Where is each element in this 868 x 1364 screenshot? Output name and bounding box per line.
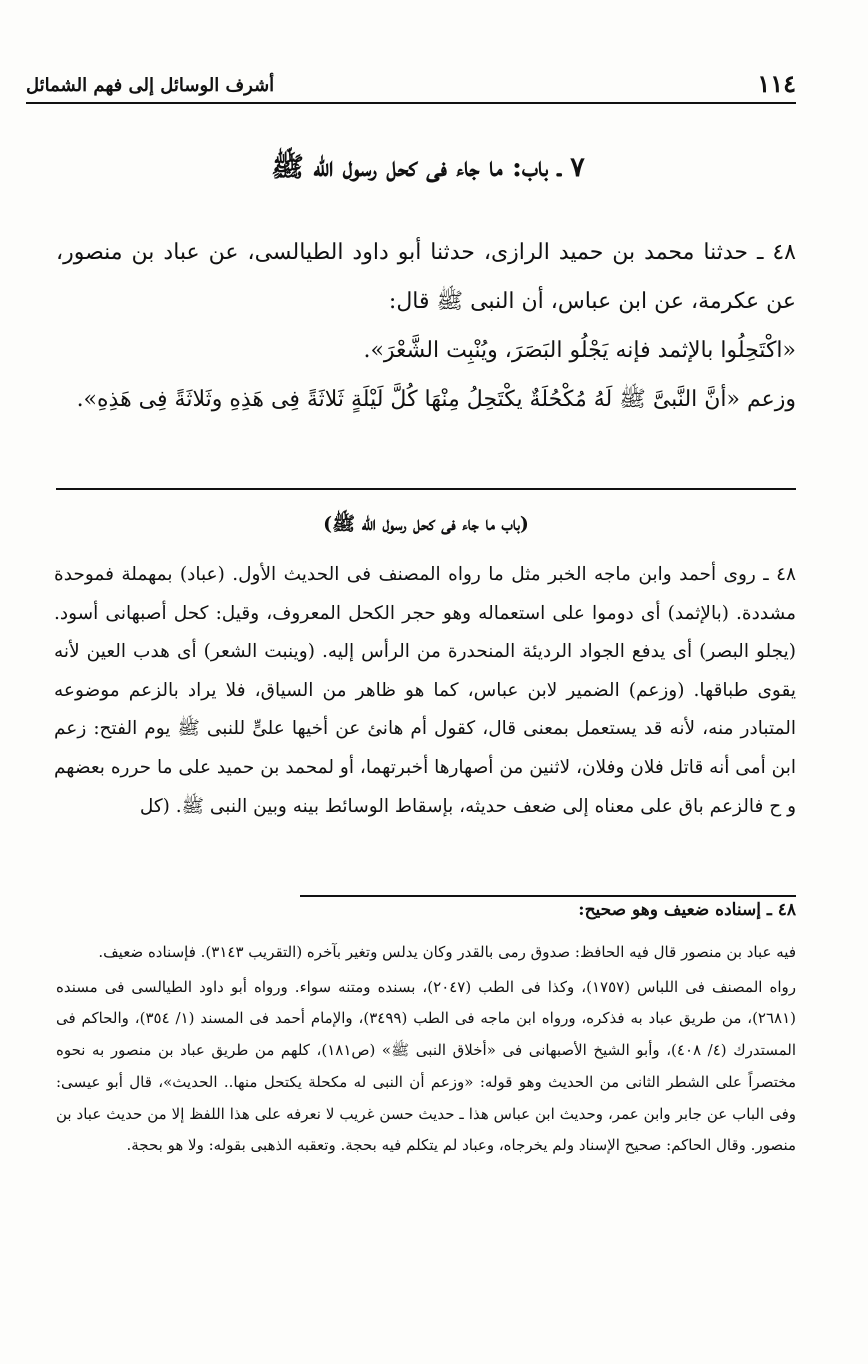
- takhrij-title: ٤٨ ـ إسناده ضعيف وهو صحيح:: [578, 900, 796, 920]
- takhrij-paragraph-2: رواه المصنف فى اللباس (١٧٥٧)، وكذا فى الطب (٢٠٤٧)، بسنده ومتنه سواء. ورواه أبو داود الطيالسى فى مسنده (٢٦٨١)، من طريق عباد به فذكره، ورواه ابن ماجه فى الطب (٣٤٩٩)، والإمام أحمد فى المسند (١/ ٣٥٤)، والحاكم فى المستدرك (٤/ ٤٠٨)، وأبو الشيخ الأصبهانى فى «أخلاق النبى ﷺ» (ص١٨١)، كلهم من طريق عباد بن منصور به نحوه مختصراً على الشطر الثانى من الحديث وهو قوله: «وزعم أن النبى له مكحلة يكتحل منها.. الحديث»، قال أبو عيسى: وفى الباب عن جابر وابن عمر، وحديث ابن عباس هذا ـ حديث حسن غريب لا نعرفه على هذا اللفظ إلا من حديث عباد بن منصور. وقال الحاكم: صحيح الإسناد ولم يخرجاه، وعباد لم يتكلم فيه بحجة. وتعقبه الذهبى بقوله: ولا هو بحجة.: [56, 977, 797, 1155]
- hadith-matn-1: «اكْتَحِلُوا بالإثمد فإنه يَجْلُو البَصَرَ، ويُنْبِت الشَّعْرَ».: [363, 338, 796, 363]
- footnote-divider: [300, 895, 796, 897]
- page-number: ١١٤: [757, 69, 796, 98]
- hadith-matn-2: وزعم «أنَّ النَّبىَّ ﷺ لَهُ مُكْحُلَةٌ يكْتَحِلُ مِنْهَا كُلَّ لَيْلَةٍ ثَلاثَةً فِى هَذِهِ وثَلاثَةً فِى هَذِهِ».: [76, 387, 796, 412]
- takhrij-paragraph-1: فيه عباد بن منصور قال فيه الحافظ: صدوق رمى بالقدر وكان يدلس وتغير بآخره (التقريب ٣١٤٣). فإسناده ضعيف.: [98, 943, 796, 961]
- commentary-title: (باب ما جاء فى كحل رسول الله ﷺ): [323, 513, 529, 535]
- commentary-text: [54, 556, 796, 826]
- book-title: أشرف الوسائل إلى فهم الشمائل: [26, 75, 275, 96]
- hadith-isnad: ٤٨ ـ حدثنا محمد بن حميد الرازى، حدثنا أبو داود الطيالسى، عن عباد بن منصور، عن عكرمة، عن ابن عباس، أن النبى ﷺ قال:: [56, 240, 796, 314]
- commentary-paragraph: ٤٨ ـ روى أحمد وابن ماجه الخبر مثل ما رواه المصنف فى الحديث الأول. (عباد) بمهملة فموحدة مشددة. (بالإثمد) أى دوموا على استعماله وهو حجر الكحل المعروف، وقيل: كحل أصبهانى أسود. (يجلو البصر) أى يدفع الجواد الرديئة المنحدرة من الرأس إليه. (وينبت الشعر) أى هدب العين لأنه يقوى طباقها. (وزعم) الضمير لابن عباس، كما هو ظاهر من السياق، فلا يراد بالزعم موضوعه المتبادر منه، لأنه قد يستعمل بمعنى قال، كقول أم هانئ عن أخيها علىٍّ للنبى ﷺ يوم الفتح: زعم ابن أمى أنه قاتل فلان وفلان، لاثنين من أصهارها أخبرتهما، أو لمحمد بن حميد على ما حرره بعضهم و ح فالزعم باق على معناه إلى ضعف حديثه، بإسقاط الوسائط بينه وبين النبى ﷺ. (كل: [54, 564, 796, 817]
- takhrij-text: [56, 937, 796, 1165]
- chapter-title: ٧ ـ باب: ما جاء فى كحل رسول الله ﷺ: [271, 152, 585, 183]
- page-header: [26, 62, 796, 104]
- divider-line: [56, 488, 796, 490]
- hadith-text: [56, 228, 796, 424]
